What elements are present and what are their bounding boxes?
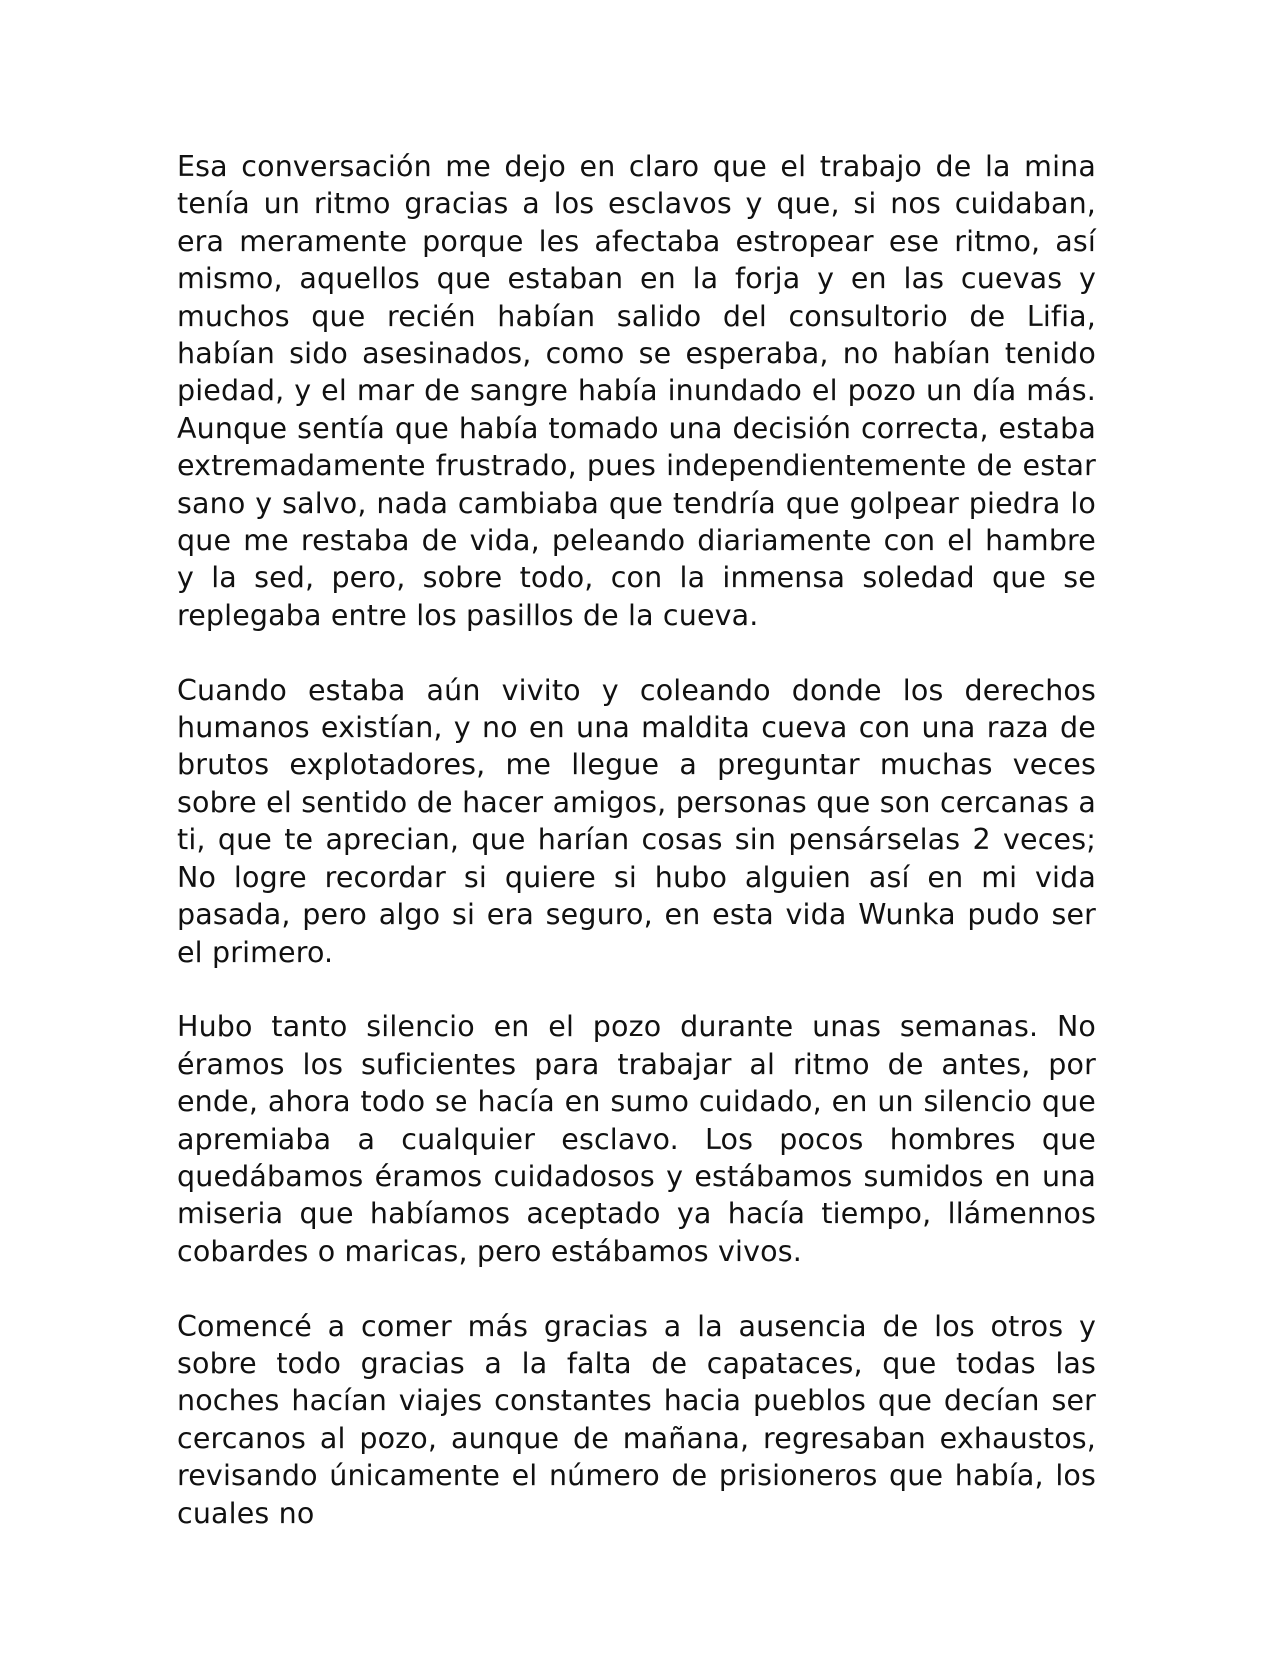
paragraph-2: Cuando estaba aún vivito y coleando donde los derechos humanos existían, y no en una maldita cueva con una raza de brutos explotadores, me llegue a preguntar muchas veces sobre el sentido de hacer amigos, personas que son cercanas a ti, que te aprecian, que harían cosas sin pensárselas 2 veces; No logre recordar si quiere si hubo alguien así en mi vida pasada, pero algo si era seguro, en esta vida Wunka pudo ser el primero. [177,673,1096,969]
paragraph-3: Hubo tanto silencio en el pozo durante unas semanas. No éramos los suficientes para trabajar al ritmo de antes, por ende, ahora todo se hacía en sumo cuidado, en un silencio que apremiaba a cualquier esclavo. Los pocos hombres que quedábamos éramos cuidadosos y estábamos sumidos en una miseria que habíamos aceptado ya hacía tiempo, llámennos cobardes o maricas, pero estábamos vivos. [177,1010,1096,1268]
paragraph-1: Esa conversación me dejo en claro que el trabajo de la mina tenía un ritmo gracias a los esclavos y que, si nos cuidaban, era meramente porque les afectaba estropear ese ritmo, así mismo, aquellos que estaban en la forja y en las cuevas y muchos que recién habían salido del consultorio de Lifia, habían sido asesinados, como se esperaba, no habían tenido piedad, y el mar de sangre había inundado el pozo un día más. Aunque sentía que había tomado una decisión correcta, estaba extremadamente frustrado, pues independientemente de estar sano y salvo, nada cambiaba que tendría que golpear piedra lo que me restaba de vida, peleando diariamente con el hambre y la sed, pero, sobre todo, con la inmensa soledad que se replegaba entre los pasillos de la cueva. [177,150,1096,632]
body-text [177,148,1096,1532]
paragraph-4: Comencé a comer más gracias a la ausencia de los otros y sobre todo gracias a la falta de capataces, que todas las noches hacían viajes constantes hacia pueblos que decían ser cercanos al pozo, aunque de mañana, regresaban exhaustos, revisando únicamente el número de prisioneros que había, los cuales no [177,1309,1096,1530]
